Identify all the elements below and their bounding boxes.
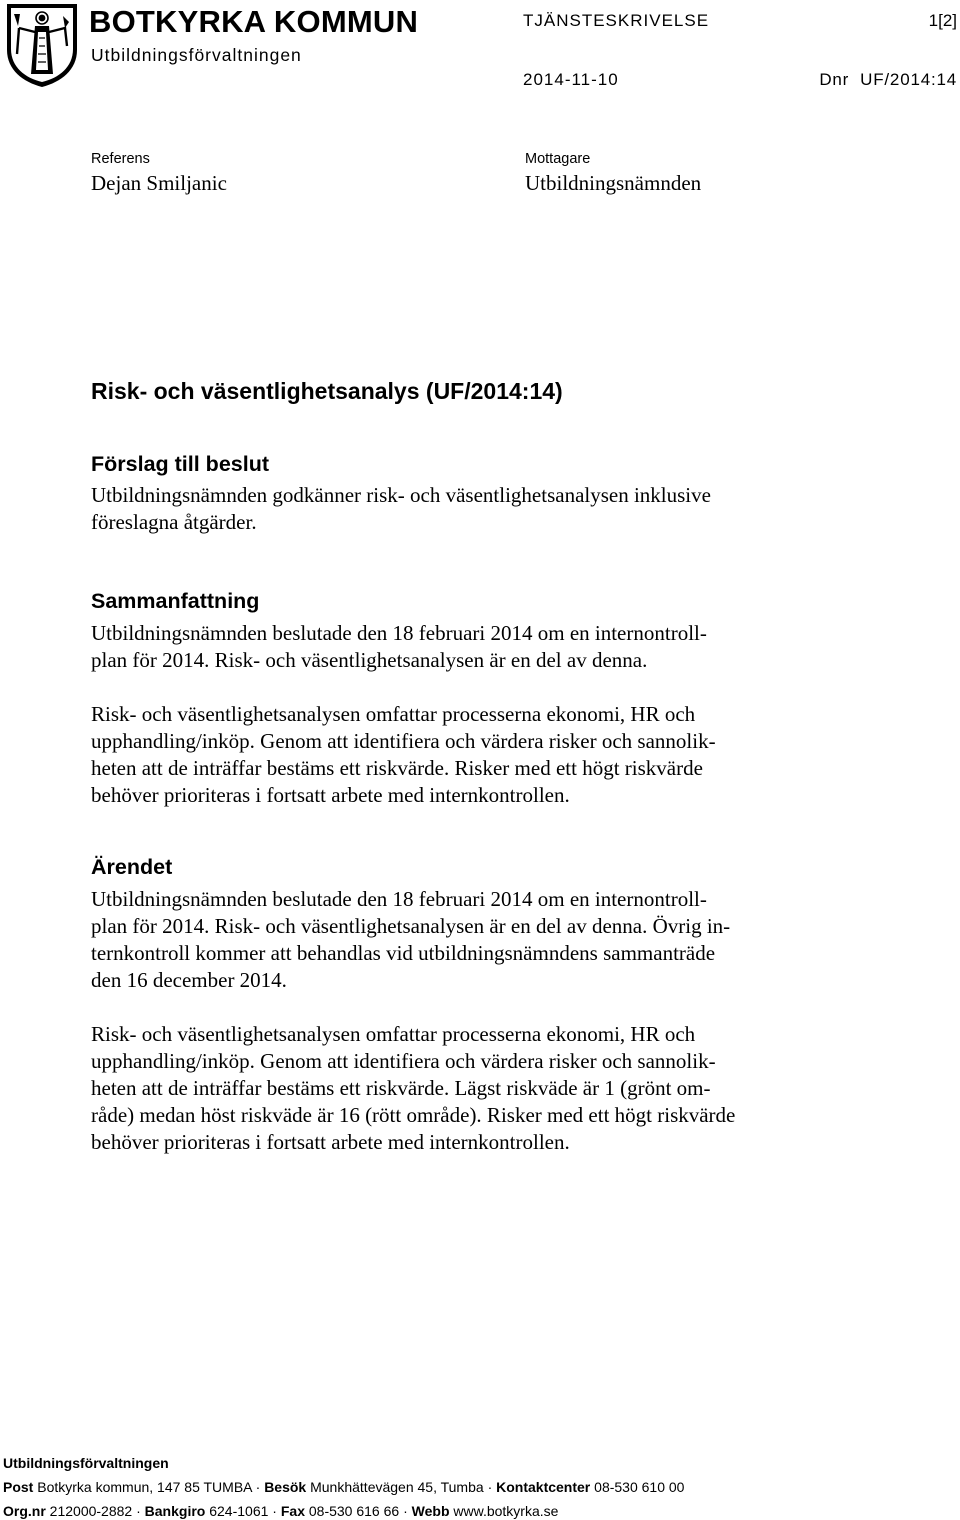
- footer-separator: ·: [136, 1503, 141, 1519]
- municipal-crest-icon: [5, 2, 79, 88]
- reference-value: Dejan Smiljanic: [91, 171, 227, 195]
- footer-line-2: [3, 1502, 558, 1520]
- footer-visit-value: Munkhättevägen 45, Tumba: [310, 1479, 484, 1495]
- heading-forslag: Förslag till beslut: [91, 452, 269, 476]
- department-name: Utbildningsförvaltningen: [91, 45, 302, 65]
- document-date: 2014-11-10: [523, 70, 619, 89]
- footer-department: Utbildningsförvaltningen: [3, 1455, 169, 1471]
- footer-contact-label: Kontaktcenter: [496, 1479, 591, 1495]
- document-type: TJÄNSTESKRIVELSE: [523, 11, 710, 30]
- footer-separator: ·: [487, 1479, 493, 1495]
- footer-fax-label: Fax: [280, 1503, 305, 1519]
- page-number: 1[2]: [928, 11, 957, 30]
- forslag-line: föreslagna åtgärder.: [91, 510, 257, 534]
- org-name: BOTKYRKA KOMMUN: [89, 4, 419, 39]
- sammanfattning-line: plan för 2014. Risk- och väsentlighetsanalysen är en del av denna.: [91, 648, 648, 672]
- footer-contact-value: 08-530 610 00: [594, 1479, 685, 1495]
- footer-line-1: [3, 1478, 684, 1496]
- footer-orgnr-label: Org.nr: [3, 1503, 46, 1519]
- recipient-label: Mottagare: [525, 151, 591, 167]
- footer-orgnr-value: 212000-2882: [49, 1503, 133, 1519]
- arendet-line: råde) medan höst riskväde är 16 (rött område). Risker med ett högt riskvärde: [91, 1103, 736, 1127]
- footer-separator: ·: [255, 1479, 261, 1495]
- footer-post-value: Botkyrka kommun, 147 85 TUMBA: [37, 1479, 252, 1495]
- sammanfattning-line: Utbildningsnämnden beslutade den 18 februari 2014 om en internontroll-: [91, 621, 707, 645]
- footer-visit-label: Besök: [264, 1479, 307, 1495]
- heading-sammanfattning: Sammanfattning: [91, 589, 260, 613]
- sammanfattning-line: behöver prioriteras i fortsatt arbete med internkontrollen.: [91, 783, 570, 807]
- arendet-line: Utbildningsnämnden beslutade den 18 februari 2014 om en internontroll-: [91, 887, 707, 911]
- arendet-line: upphandling/inköp. Genom att identifiera och värdera risker och sannolik-: [91, 1049, 716, 1073]
- footer-web-label: Webb: [411, 1503, 450, 1519]
- footer-bankgiro-label: Bankgiro: [144, 1503, 206, 1519]
- footer-separator: ·: [272, 1503, 277, 1519]
- arendet-line: heten att de inträffar bestäms ett riskvärde. Lägst riskväde är 1 (grönt om-: [91, 1076, 711, 1100]
- footer-fax-value: 08-530 616 66: [308, 1503, 400, 1519]
- arendet-line: den 16 december 2014.: [91, 968, 287, 992]
- heading-arendet: Ärendet: [91, 855, 173, 879]
- sammanfattning-line: upphandling/inköp. Genom att identifiera och värdera risker och sannolik-: [91, 729, 716, 753]
- sammanfattning-line: Risk- och väsentlighetsanalysen omfattar processerna ekonomi, HR och: [91, 702, 696, 726]
- recipient-value: Utbildningsnämnden: [525, 171, 702, 195]
- document-title: Risk- och väsentlighetsanalys (UF/2014:14): [91, 378, 563, 404]
- footer-web-link[interactable]: www.botkyrka.se: [453, 1503, 559, 1519]
- arendet-line: plan för 2014. Risk- och väsentlighetsanalysen är en del av denna. Övrig in-: [91, 914, 731, 938]
- footer-separator: ·: [403, 1503, 408, 1519]
- arendet-line: ternkontroll kommer att behandlas vid utbildningsnämndens sammanträde: [91, 941, 716, 965]
- sammanfattning-line: heten att de inträffar bestäms ett riskvärde. Risker med ett högt riskvärde: [91, 756, 703, 780]
- forslag-line: Utbildningsnämnden godkänner risk- och väsentlighetsanalysen inklusive: [91, 483, 711, 507]
- arendet-line: Risk- och väsentlighetsanalysen omfattar processerna ekonomi, HR och: [91, 1022, 696, 1046]
- footer-post-label: Post: [3, 1479, 34, 1495]
- diary-number: Dnr UF/2014:14: [819, 70, 957, 89]
- reference-label: Referens: [91, 151, 150, 167]
- footer-bankgiro-value: 624-1061: [209, 1503, 269, 1519]
- arendet-line: behöver prioriteras i fortsatt arbete med internkontrollen.: [91, 1130, 570, 1154]
